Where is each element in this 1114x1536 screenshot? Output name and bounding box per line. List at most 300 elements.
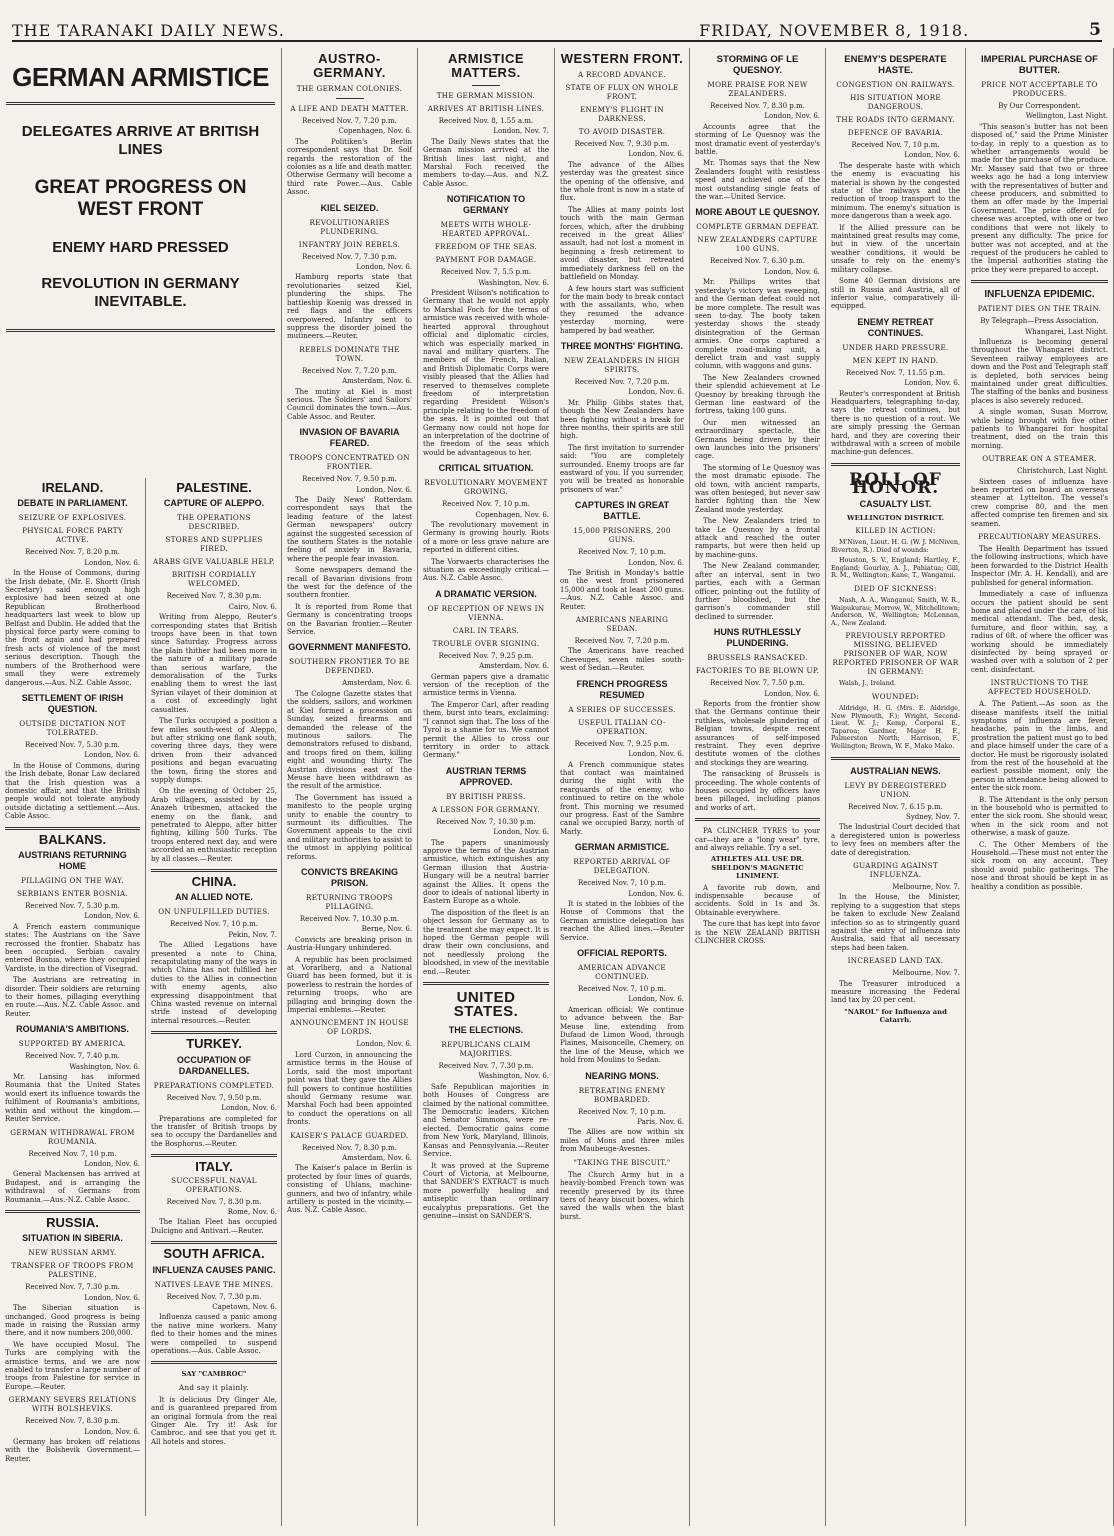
subhead: DIED OF SICKNESS: bbox=[854, 583, 937, 593]
subhead: CONGESTION ON RAILWAYS. bbox=[836, 80, 955, 89]
column-heading: AUSTRO-GERMANY. bbox=[313, 51, 386, 80]
article-text: The Cologne Gazette states that the soldiers, sailors, and workmen at Kiel formed a procession on Sunday, seized firearms and demanded the release of the mutinous sailors. The demonstrators refused to disband, and troops fired on them, killing eight and wounding thirty. The Austrian divisions east of the Meuse have been withdrawn as the result of the armistice. bbox=[287, 689, 412, 791]
subhead: AMERICAN ADVANCE CONTINUED. bbox=[578, 963, 666, 981]
article-text: General Mackensen has arrived at Budapest, and is arranging the withdrawal of Germans from Roumania.—Aus.-N.Z. Cable Assoc. bbox=[5, 1170, 140, 1204]
dateline: Received Nov. 7, 9.30 p.m. bbox=[574, 140, 670, 148]
article-text: Reports from the frontier show that the Germans continue their ruthless, wholesale plundering of Belgian towns, despite recent assurances of self-imposed restraint. They even deprive destitute women of the clothes and stockings they are wearing. bbox=[695, 699, 820, 767]
subhead: WOUNDED: bbox=[871, 691, 920, 701]
article-text: The advance of the Allies yesterday was the greatest since the opening of the offensive, and the whole front is now in a state of flux. bbox=[560, 160, 684, 203]
dateline: Received Nov. 7, 11.55 p.m. bbox=[845, 368, 946, 377]
subhead: THREE MONTHS' FIGHTING. bbox=[560, 340, 684, 351]
article-text: We have occupied Mosul. The Turks are complying with the armistice terms, and we are now enabled to transfer a large number of troops from Palestine for service in Europe.—Reuter. bbox=[5, 1340, 140, 1391]
dateline: Pekin, Nov. 7. bbox=[228, 930, 277, 939]
subhead: NATIVES LEAVE THE MINES. bbox=[154, 1279, 274, 1289]
subhead: NEW ZEALANDERS CAPTURE 100 GUNS. bbox=[697, 235, 818, 254]
subhead: REBELS DOMINATE THE TOWN. bbox=[299, 344, 400, 363]
subhead: INFANTRY JOIN REBELS. bbox=[298, 239, 401, 249]
subhead: THE GERMAN MISSION. bbox=[436, 91, 536, 100]
article-text: Reuter's correspondent at British Headquarters, telegraphing to-day, says the retreat continues, but there is no question of a rout. We are simply pressing the German hard, and they are covering their withdrawal with a screen of mobile machine-gun defences. bbox=[831, 389, 960, 457]
subhead: AMERICANS NEARING SEDAN. bbox=[575, 615, 669, 634]
article-text: Germany has broken off relations with the Bolshevik Government.—Reuter. bbox=[5, 1438, 140, 1463]
article-text: Preparations are completed for the transfer of British troops by sea to occupy the Dardanelles and the Bosphorus.—Reuter. bbox=[151, 1114, 277, 1148]
dateline: Received Nov. 7, 5.30 p.m. bbox=[25, 740, 120, 749]
headline-delegates: DELEGATES ARRIVE AT BRITISH LINES bbox=[21, 123, 260, 158]
dateline: London, Nov. 6. bbox=[356, 263, 412, 272]
subhead: ENEMY RETREAT CONTINUES. bbox=[857, 316, 934, 338]
masthead bbox=[12, 6, 1102, 42]
article-text: The Government has issued a manifesto to the people urging unity to enable the country to surmount its difficulties. The Government appeals to the civil and military authorities to assist to the utmost in applying political reforms. bbox=[287, 793, 412, 861]
subhead: MEETS WITH WHOLE-HEARTED APPROVAL. bbox=[440, 220, 532, 239]
column-western-front bbox=[555, 48, 690, 1526]
subhead: TRANSFER OF TROOPS FROM PALESTINE. bbox=[11, 1261, 134, 1280]
subhead: CAPTURE OF ALEPPO. bbox=[163, 498, 265, 509]
advert-text: It was proved at the Supreme Court of Victoria, at Melbourne, that SANDER'S EXTRACT is much more powerfully healing and antiseptic than ordinary eucalyptus preparations. Get the genuine—insist on SANDER'S. bbox=[423, 1161, 549, 1220]
dateline: Received Nov. 7, 7.30 p.m. bbox=[166, 1292, 262, 1301]
advert-heading: SAY "CAMBROC" bbox=[181, 1370, 247, 1379]
dateline: Cairo, Nov. 6. bbox=[228, 602, 277, 611]
subhead: BRITISH CORDIALLY WELCOMED. bbox=[171, 570, 257, 589]
issue-date: FRIDAY, NOVEMBER 8, 1918. bbox=[699, 21, 970, 40]
dateline: Sydney, Nov. 7. bbox=[906, 812, 960, 821]
article-text: The Italian Fleet has occupied Dulcigno and Antivari.—Reuter. bbox=[151, 1218, 277, 1235]
dateline: Received Nov. 7, 10 p.m. bbox=[577, 1107, 667, 1116]
article-text: Immediately a case of influenza occurs the patient should be sent home and placed under the care of his medical attendant. The bed, desk, furniture, and floor within, say, a radius of 6ft. of where the officer was working should be immediately disinfected by being sprayed or washed over with a solution of 2 per cent. disinfectant. bbox=[971, 590, 1108, 674]
section-russia: RUSSIA. bbox=[46, 1214, 99, 1230]
byline: By Telegraph—Press Association. bbox=[980, 317, 1099, 326]
dateline: Melbourne, Nov. 7. bbox=[892, 969, 960, 978]
section-china: CHINA. bbox=[191, 874, 237, 889]
section-turkey: TURKEY. bbox=[186, 1036, 242, 1052]
dateline: London, Nov. 6. bbox=[84, 1427, 140, 1436]
subhead: PRECAUTIONARY MEASURES. bbox=[978, 532, 1101, 542]
article-text: The Emperor Carl, after reading them, burst into tears, exclaiming: "I cannot sign that. The loss of the Tyrol is a shame for us. We cannot permit the Allies to cross our territory in order to attack Germany." bbox=[423, 700, 549, 760]
roll-of-honor-heading: ROLL OF HONOR. bbox=[849, 469, 942, 499]
dateline: Received Nov. 7, 10.30 p.m. bbox=[436, 817, 536, 826]
dateline: London, Nov. 6. bbox=[764, 267, 820, 276]
article-text: Lord Curzon, in announcing the armistice terms in the House of Lords, said the most important point was that they gave the Allies full powers to continue hostilities should Germany resume war. Marshal Foch had been appointed to conduct the operations on all fronts. bbox=[287, 1050, 412, 1127]
article-text: The Siberian situation is unchanged. Good progress is being made in raising the Russian army there, and it now numbers 200,000. bbox=[5, 1304, 140, 1338]
dateline: Received Nov. 7, 9.50 p.m. bbox=[302, 475, 397, 484]
subhead: TROUBLE OVER SIGNING. bbox=[432, 638, 540, 648]
subhead: ANNOUNCEMENT IN HOUSE OF LORDS. bbox=[290, 1018, 409, 1037]
page-number: 5 bbox=[1089, 20, 1102, 40]
dateline: Received Nov. 7, 7.20 p.m. bbox=[574, 377, 670, 386]
subhead: WELLINGTON DISTRICT. bbox=[847, 513, 944, 522]
dateline: Washington, Nov. 6. bbox=[69, 1062, 140, 1071]
article-text: The mutiny at Kiel is most serious. The Soldiers' and Sailors' Council dominates the town.—Aus. Cable Assoc. and Reuter. bbox=[287, 387, 412, 421]
dateline: Berne, Nov. 6. bbox=[361, 925, 412, 934]
subhead: INCREASED LAND TAX. bbox=[847, 956, 944, 966]
subhead: REVOLUTIONARY MOVEMENT GROWING. bbox=[424, 478, 548, 497]
subhead: THE GERMAN COLONIES. bbox=[296, 84, 403, 93]
subhead: GOVERNMENT MANIFESTO. bbox=[288, 642, 411, 653]
article-text: The disposition of the fleet is an object lesson for Germany as to the treatment she may expect. It is hoped the German people will draw their own conclusions, and not needlessly prolong the bloodshed, in view of the inevitable end.—Reuter. bbox=[423, 908, 549, 976]
article-text: On the evening of October 25, Arab villagers, assisted by the Anazeh tribesmen, attacked the enemy on the flank, and penetrated to Aleppo, after bitter fighting, killing 500 Turks. The troops entered next day, and were accorded an enthusiastic reception by all classes.—Reuter. bbox=[151, 787, 277, 863]
subhead: PRICE NOT ACCEPTABLE TO PRODUCERS. bbox=[981, 80, 1098, 98]
advert-text: A favorite rub down, and indispensable because of accidents. Sold in 1s and 3s. Obtainable everywhere. bbox=[695, 883, 820, 917]
subhead: ON UNFULFILLED DUTIES. bbox=[158, 907, 270, 917]
column-heading: STORMING OF LE QUESNOY. bbox=[716, 54, 799, 76]
subhead: TROOPS CONCENTRATED ON FRONTIER. bbox=[289, 453, 410, 472]
subhead: OUTSIDE DICTATION NOT TOLERATED. bbox=[19, 718, 126, 737]
dateline: Received Nov. 7, 8.30 p.m. bbox=[25, 1417, 120, 1426]
column-imperial-butter bbox=[966, 48, 1114, 1526]
dateline: Received Nov. 7, 10 p.m. bbox=[169, 920, 259, 929]
subhead: CRITICAL SITUATION. bbox=[438, 463, 534, 474]
column-le-quesnoy bbox=[690, 48, 826, 1526]
dateline: Copenhagen, Nov. 6. bbox=[338, 127, 412, 136]
article-text: The Vorwaerts characterises the situation as exceedingly critical.—Aus. N.Z. Cable Assoc. bbox=[423, 557, 549, 583]
dateline: Received Nov. 7, 7.20 p.m. bbox=[574, 637, 670, 646]
article-text: The Health Department has issued the following instructions, which have been forwarded to the District Health Inspector (Mr. A. H. Kendall), and are published for general information. bbox=[971, 545, 1108, 587]
dateline: London, Nov. 6. bbox=[764, 689, 820, 698]
subhead: DEBATE IN PARLIAMENT. bbox=[17, 498, 128, 509]
subhead: OUTBREAK ON A STEAMER. bbox=[982, 454, 1097, 464]
subhead: ROUMANIA'S AMBITIONS. bbox=[16, 1024, 129, 1035]
subhead: COMPLETE GERMAN DEFEAT. bbox=[696, 222, 819, 232]
article-text: Mr. Lansing has informed Roumania that the United States would exert its influence towards the fulfilment of Roumania's ambitions, within and without the kingdom.—Reuter Service. bbox=[5, 1073, 140, 1124]
subhead: BRUSSELS RANSACKED. bbox=[707, 653, 808, 663]
article-text: Influenza is becoming general throughout the Whangarei district. Seventeen railway employees are down and the Post and Telegraph staff is depleted, both services being maintained under great difficulties. The staffing of the banks and business places is also severely reduced. bbox=[971, 337, 1108, 405]
article-text: Sixteen cases of influenza have been reported on board an overseas steamer at Lyttelton. The vessel's crew comprise 80, and the men affected comprise ten firemen and six seamen. bbox=[971, 477, 1108, 528]
article-text: The Daily News states that the German mission arrived at the British lines last night, and Marshal Foch received the members to-day.—Aus. and N.Z. Cable Assoc. bbox=[423, 137, 549, 188]
article-text: Hamburg reports state that revolutionaries seized Kiel, plundering the ships. The battleship Koenig was dressed in red flags and the officers overpowered. Infantry sent to suppress the disorder joined the mutineers.—Reuter. bbox=[287, 273, 412, 341]
subhead: SERBIANS ENTER BOSNIA. bbox=[16, 888, 129, 898]
section-united-states: UNITED STATES. bbox=[453, 989, 519, 1021]
column-austro-germany bbox=[282, 48, 418, 1526]
subhead: ARABS GIVE VALUABLE HELP. bbox=[153, 557, 275, 567]
article-text: C. The Other Members of the Household.—These must not enter the sick room on any account. They should avoid public gatherings. The nose and throat should be kept in as healthy a condition as possible. bbox=[971, 840, 1108, 891]
column-heading: WESTERN FRONT. bbox=[560, 51, 684, 66]
dateline: London, Nov. 6. bbox=[84, 751, 140, 760]
subhead: AUSTRIAN TERMS APPROVED. bbox=[445, 765, 527, 787]
advert-text: PA CLINCHER TYRES to your car—they are a "long wear" tyre, and always reliable. Try a set. bbox=[695, 827, 820, 853]
subhead: PILLAGING ON THE WAY. bbox=[21, 875, 124, 885]
article-text: A French eastern communique states: The Austrians on the Save recrossed the frontier. Shabatz has been occupied. Serbian cavalry entered Bosnia, where they occupied Vardiste, in the direction of Visegrad. bbox=[5, 922, 140, 973]
article-text: Influenza caused a panic among the native mine workers. Many fled to their homes and the mines were compelled to suspend operations.—Aus. Cable Assoc. bbox=[151, 1313, 277, 1355]
dateline: Received Nov. 7, 8.30 p.m. bbox=[166, 592, 262, 601]
casualty-list: Walsh, J., Ireland. bbox=[839, 679, 896, 688]
article-text: The desperate haste with which the enemy is evacuating his material is shown by the congested state of the railways and the reduction of troop transport to the minimum. The enemy's situation is more dangerous than a week ago. bbox=[831, 161, 960, 221]
dateline: Wellington, Last Night. bbox=[1025, 112, 1108, 121]
dateline: London, Nov. 6. bbox=[84, 1293, 140, 1302]
section-italy: ITALY. bbox=[195, 1159, 233, 1175]
subhead: INVASION OF BAVARIA FEARED. bbox=[299, 427, 400, 449]
dateline: Christchurch, Last Night. bbox=[1017, 467, 1108, 476]
dateline: Amsterdam, Nov. 6. bbox=[342, 377, 412, 386]
subhead: A LIFE AND DEATH MATTER. bbox=[290, 104, 409, 113]
article-text: The Industrial Court decided that a deregistered union is powerless to levy fees on members after the date of deregistration. bbox=[831, 823, 960, 857]
subhead: ARRIVES AT BRITISH LINES. bbox=[427, 104, 545, 113]
subhead: FREEDOM OF THE SEAS. bbox=[434, 242, 538, 252]
subhead: MORE ABOUT LE QUESNOY. bbox=[695, 207, 820, 218]
section-ireland: IRELAND. bbox=[41, 480, 104, 495]
dateline: Received Nov. 7, 6.30 p.m. bbox=[710, 257, 805, 266]
column-armistice-matters bbox=[418, 48, 555, 1526]
article-text: If the Allied pressure can be maintained great results may come, but in view of the uncertain weather conditions, it would be unsafe to rely on the enemy's military collapse. bbox=[831, 223, 960, 274]
subhead: RETURNING TROOPS PILLAGING. bbox=[306, 893, 393, 911]
article-text: Mr. Philip Gibbs states that, though the New Zealanders have been fighting without a break for three months, their spirits are still high. bbox=[560, 398, 684, 441]
subhead: LEVY BY DEREGISTERED UNION. bbox=[844, 780, 947, 799]
article-text: President Wilson's notification to Germany that he would not apply to Marshal Foch for the terms of armistice was received with whole-hearted approval throughout official and diplomatic circles, which was especially marked in naval and military quarters. The members of the French, Italian, and British Diplomatic Corps were visibly pleased that the Allies had reserved to themselves complete freedom of interpretation regarding President Wilson's principle relating to the freedom of the seas. It is pointed out that Germany now could not hope for an interpretation of the doctrine of the freedom of the seas which would be advantageous to her. bbox=[423, 289, 549, 457]
headline-progress: GREAT PROGRESS ON WEST FRONT bbox=[34, 177, 247, 220]
column-heading: ARMISTICE MATTERS. bbox=[448, 51, 524, 80]
dateline: London, Nov. 6. bbox=[628, 388, 684, 397]
subhead: PATIENT DIES ON THE TRAIN. bbox=[977, 304, 1102, 314]
subhead: PAYMENT FOR DAMAGE. bbox=[435, 255, 537, 265]
column-enemy-haste bbox=[826, 48, 966, 1526]
dateline: Received Nov. 7, 5.30 p.m. bbox=[25, 901, 120, 910]
subhead: A LESSON FOR GERMANY. bbox=[432, 804, 540, 814]
column-heading: ENEMY'S DESPERATE HASTE. bbox=[844, 54, 947, 76]
section-australian-news: AUSTRALIAN NEWS. bbox=[850, 765, 941, 776]
subhead: CONVICTS BREAKING PRISON. bbox=[300, 867, 398, 888]
article-text: The New Zealanders tried to take Le Quesnoy by a frontal attack and reached the outer ramparts, but were then held up by machine-guns. bbox=[695, 517, 820, 559]
article-text: Accounts agree that the storming of Le Quesnoy was the most dramatic event of yesterday's battle. bbox=[695, 122, 820, 157]
dateline: Amsterdam, Nov. 6. bbox=[342, 1153, 412, 1162]
dateline: Melbourne, Nov. 7. bbox=[892, 882, 960, 891]
article-text: Some 40 German divisions are still in Russia and Austria, all of inferior value, comparatively ill-equipped. bbox=[831, 277, 960, 311]
newspaper-title: THE TARANAKI DAILY NEWS. bbox=[12, 21, 285, 40]
dateline: Received Nov. 7, 7.30 p.m. bbox=[302, 252, 397, 261]
subhead: CASUALTY LIST. bbox=[859, 498, 932, 509]
article-text: German papers give a dramatic version of the reception of the armistice terms in Vienna. bbox=[423, 672, 549, 698]
dateline: Received Nov. 7, 9.50 p.m. bbox=[166, 1093, 262, 1102]
subhead: GERMANY SEVERS RELATIONS WITH BOLSHEVIKS. bbox=[8, 1395, 137, 1414]
dateline: Received Nov. 7, 8.30 p.m. bbox=[710, 102, 805, 110]
dateline: London, Nov. 6. bbox=[628, 750, 684, 759]
subhead: OCCUPATION OF DARDANELLES. bbox=[176, 1054, 252, 1076]
dateline: Received Nov. 7, 10 p.m. bbox=[28, 1149, 117, 1158]
dateline: London, Nov. 6. bbox=[493, 828, 549, 837]
subcolumn-left bbox=[0, 478, 146, 1516]
dateline: London, Nov. 7. bbox=[493, 127, 549, 136]
dateline: Received Nov. 7, 7.50 p.m. bbox=[710, 679, 805, 688]
article-text: Some newspapers demand the recall of Bavarian divisions from the west for the defence of the southern frontier. bbox=[287, 566, 412, 600]
dateline: Received Nov. 7, 7.20 p.m. bbox=[302, 366, 397, 375]
article-text: Writing from Aleppo, Reuter's corresponding states that British troops have been in that town since Saturday. Progress across the plain thither had been more in the nature of a military parade than serious warfare, the demoralisation of the Turks enabling them to wrest the last Syrian vilayet of their dominion at a cost of exceedingly light casualties. bbox=[151, 613, 277, 714]
article-text: A French communique states that contact was maintained during the night with the rearguards of the enemy, who continued to retire on the whole front. This morning we resumed our progress. East of the Sambre canal we occupied Barzy, north of Marly. bbox=[560, 760, 684, 836]
dateline: Paris, Nov. 6. bbox=[637, 1118, 684, 1127]
subhead: DEFENCE OF BAVARIA. bbox=[847, 128, 944, 137]
article-text: The Allies at many points lost touch with the main German forces, which, after the drubbing received in the great Allies' assault, had not lost a moment in beginning a fresh retirement to avoid disaster, but retreated immediately darkness fell on the battlefield on Monday. bbox=[560, 205, 684, 282]
subhead: AN ALLIED NOTE. bbox=[175, 892, 253, 903]
article-text: A republic has been proclaimed at Vorarlberg, and a National Guard has been formed, but it is powerless to restrain the hordes of returning troops, who are pillaging and bringing down the Imperial emblems.—Reuter. bbox=[287, 955, 412, 1015]
subhead: GUARDING AGAINST INFLUENZA. bbox=[853, 860, 938, 879]
subhead: INFLUENZA CAUSES PANIC. bbox=[152, 1264, 276, 1275]
subhead: SUPPORTED BY AMERICA. bbox=[18, 1039, 127, 1049]
article-text: The first invitation to surrender said: "You are completely surrounded. Enemy troops are far eastward of you. If you surrender, you will be treated as honorable prisoners of war." bbox=[560, 443, 684, 494]
subhead: GERMAN WITHDRAWAL FROM ROUMANIA. bbox=[10, 1127, 135, 1146]
article-text: In the House of Commons, during the Irish debate, Bonar Law declared that the Irish question was a domestic affair, and that the British people would not tolerate anybody outside dictating a settlement.—Aus. Cable Assoc. bbox=[5, 761, 140, 821]
column-heading: IMPERIAL PURCHASE OF BUTTER. bbox=[980, 54, 1098, 76]
subhead: THE ELECTIONS. bbox=[448, 1025, 524, 1036]
dateline: Copenhagen, Nov. 6. bbox=[475, 510, 549, 519]
subhead: REPORTED ARRIVAL OF DELEGATION. bbox=[573, 857, 671, 876]
subhead: OF RECEPTION OF NEWS IN VIENNA. bbox=[427, 603, 545, 622]
subhead: NEW RUSSIAN ARMY. bbox=[28, 1248, 117, 1258]
headline-enemy: ENEMY HARD PRESSED bbox=[52, 239, 229, 256]
dateline: London, Nov. 6. bbox=[221, 1104, 277, 1113]
subhead: 15,000 PRISONERS, 200 GUNS. bbox=[573, 526, 671, 545]
subhead: A SERIES OF SUCCESSES. bbox=[568, 704, 676, 714]
article-text: The papers unanimously approve the terms of the Austrian armistice, which extinguishes any German illusion that Austria-Hungary will be a neutral barrier against the Allies. It opens the door to ideals of national liberty in Eastern Europe as a whole. bbox=[423, 838, 549, 906]
dateline: Received Nov. 8, 1.55 a.m. bbox=[438, 117, 534, 125]
casualty-list: Nash, A. A., Wanganui; Smith, W. R., Waipukurau; Morrow, W., Mitchelltown; Anderson, W., Wellington; McLennan, A., New Zealand. bbox=[831, 595, 960, 627]
casualty-list: Aldridge, H. G. (Mrs. E. Aldridge, New Plymouth, F.); Wright, Second-Lieut. W. J.; Kemp, Corporal E., Taparoa; Gardner, Major H. F., Palmerston North; Harrison, F., Wellington; Brown, W. F., Mako Mako. bbox=[831, 703, 960, 750]
dateline: Amsterdam, Nov. 6. bbox=[342, 679, 412, 688]
article-text: The revolutionary movement in Germany is growing hourly. Riots of a more or less grave nature are reported in different cities. bbox=[423, 521, 549, 555]
subhead: CAPTURES IN GREAT BATTLE. bbox=[574, 500, 670, 522]
subhead: STATE OF FLUX ON WHOLE FRONT. bbox=[565, 83, 679, 101]
dateline: London, Nov. 6. bbox=[356, 485, 412, 494]
subcolumn-right bbox=[146, 478, 282, 1516]
dateline: London, Nov. 6. bbox=[628, 995, 684, 1004]
article-text: Convicts are breaking prison in Austria-Hungary unhindered. bbox=[287, 935, 412, 953]
subhead: NEARING MONS. bbox=[585, 1070, 659, 1081]
dateline: London, Nov. 6. bbox=[356, 1040, 412, 1049]
dateline: Received Nov. 7, 10 p.m. bbox=[577, 985, 667, 993]
subhead: SUCCESSFUL NAVAL OPERATIONS. bbox=[171, 1175, 257, 1194]
subhead: NOTIFICATION TO GERMANY bbox=[446, 194, 526, 216]
dateline: Washington, Nov. 6. bbox=[478, 1072, 549, 1081]
subhead: KILLED IN ACTION: bbox=[855, 526, 936, 535]
dateline: Amsterdam, Nov. 6. bbox=[479, 662, 549, 671]
article-text: It is stated in the lobbies of the House of Commons that the German armistice delegation has reached the Allied lines.—Reuter Service. bbox=[560, 899, 684, 942]
article-text: "This season's butter has not been disposed of," said the Prime Minister to-day, in reply to a question as to whether arrangements would be made for the purchase of the produce. Mr. Massey said that two or three weeks ago he had a long interview with the representatives of butter and cheese producers, and submitted to them an offer made by the Imperial Government. The price offered for cheese was accepted, with one or two conditions that were not likely to present any difficulty. The price for butter was not accepted, and at the request of the producers he cabled to the Imperial authorities stating the price they were prepared to accept. bbox=[971, 122, 1108, 274]
article-text: The Politiken's Berlin correspondent says that Dr. Solf regards the restoration of the colonies as a life and death matter. Otherwise Germany will become a third rate Power.—Aus. Cable Assoc. bbox=[287, 137, 412, 197]
dateline: London, Nov. 6. bbox=[628, 150, 684, 159]
subhead: THE OPERATIONS DESCRIBED. bbox=[177, 513, 251, 532]
subhead: USEFUL ITALIAN CO-OPERATION. bbox=[578, 717, 666, 736]
dateline: Whangarei, Last Night. bbox=[1024, 327, 1108, 336]
article-text: The Americans have reached Cheveuges, seven miles south-west of Sedan.—Reuter. bbox=[560, 647, 684, 673]
casualty-list: M'Niven, Lieut. H. G. (W. J. McNiven, Riverton, R.). Died of wounds: bbox=[831, 538, 960, 554]
subhead: AUSTRIANS RETURNING HOME bbox=[18, 849, 127, 871]
dateline: Capetown, Nov. 6. bbox=[212, 1302, 277, 1311]
advert-text: "NAROL" for Influenza and Catarrh. bbox=[844, 1007, 947, 1025]
dateline: London, Nov. 6. bbox=[84, 912, 140, 921]
article-text: In the House, the Minister, replying to a suggestion that steps be taken to exclude New Zealand infection so as to stringently guard against the entry of influenza into Australia, said that all necessary steps had been taken. bbox=[831, 893, 960, 952]
article-text: The Kaiser's palace in Berlin is protected by four lines of guards, consisting of Uhlans, machine-gunners, and two of infantry, while artillery is posted in the vicinity.—Aus. N.Z. Cable Assoc. bbox=[287, 1164, 412, 1215]
article-text: The British in Monday's battle on the west front prisonered 15,000 and took at least 200 guns.—Aus. N.Z. Cable Assoc. and Reuter. bbox=[560, 569, 684, 611]
dateline: London, Nov. 6. bbox=[628, 889, 684, 898]
article-text: The Church Army hut in a heavily-bombed French town was recently preserved by its three tiers of heavy biscuit boxes, which saved the walls when the blast burst. bbox=[560, 1170, 684, 1221]
section-influenza: INFLUENZA EPIDEMIC. bbox=[984, 289, 1095, 301]
article-text: The Austrians are retreating in disorder. Their soldiers are returning to their homes, pillaging everything en route.—Aus. N.Z. Cable Assoc. and Reuter. bbox=[5, 976, 140, 1018]
subhead: GERMAN ARMISTICE. bbox=[574, 842, 670, 853]
dateline: Received Nov. 7, 10 p.m. bbox=[577, 879, 667, 888]
article-text: The ransacking of Brussels is proceeding. The whole contents of houses occupied by officers have been pillaged, including pianos and works of art. bbox=[695, 770, 820, 812]
dateline: Received Nov. 7, 8.20 p.m. bbox=[25, 548, 120, 557]
dateline: London, Nov. 6. bbox=[84, 1159, 140, 1168]
banner-headline: GERMAN ARMISTICE bbox=[12, 62, 269, 92]
subhead: OFFICIAL REPORTS. bbox=[577, 948, 667, 958]
article-text: The Allies are now within six miles of Mons and three miles from Maubeuge-Avesnes. bbox=[560, 1128, 684, 1154]
subhead: FACTORIES TO BE BLOWN UP. bbox=[695, 666, 820, 676]
section-balkans: BALKANS. bbox=[38, 831, 107, 847]
article-text: The storming of Le Quesnoy was the most dramatic episode. The old town, with ancient ramparts, was often besieged, but never saw harder fighting than the New Zealand mode yesterday. bbox=[695, 463, 820, 514]
article-text: The Daily News' Rotterdam correspondent says that the leading feature of the latest German newspapers' outcry against the suggested secession of the southern States is the notable feeling of anxiety in Bavaria, where the people fear invasion. bbox=[287, 495, 412, 563]
subhead: SETTLEMENT OF IRISH QUESTION. bbox=[21, 692, 124, 714]
subhead: REVOLUTIONARIES PLUNDERING. bbox=[309, 217, 390, 236]
subhead: KIEL SEIZED. bbox=[320, 202, 379, 213]
article-text: B. The Attendant is the only person in the household who is permitted to enter the sick room. She should wear, when in the sick room and not otherwise, a mask of gauze. bbox=[971, 795, 1108, 838]
subhead: MEN KEPT IN HAND. bbox=[852, 355, 939, 365]
article-text: Mr. Phillips writes that yesterday's victory was sweeping, and the German defeat could not be more complete. The result was seen to-day. The booty taken yesterday shows the steady disintegration of the German armies. One corps captured a complete road-making unit, a derelict train and vast supply column, with waggons and guns. bbox=[695, 278, 820, 371]
subhead: TO AVOID DISASTER. bbox=[578, 127, 666, 136]
dateline: London, Nov. 6. bbox=[764, 112, 820, 121]
dateline: Received Nov. 7, 7.30 p.m. bbox=[25, 1283, 120, 1292]
dateline: London, Nov. 6. bbox=[904, 151, 960, 160]
subhead: SITUATION IN SIBERIA. bbox=[22, 1233, 123, 1244]
article-text: The Treasurer introduced a measure increasing the Federal land tax by 20 per cent. bbox=[831, 979, 960, 1005]
subhead: PREPARATIONS COMPLETED. bbox=[153, 1080, 275, 1090]
article-text: In the House of Commons, during the Irish debate, (Mr. E. Shortt (Irish Secretary) said enough high explosive had been seized at one Republican Brotherhood headquarters last week to blow up Belfast and Dublin. He added that the physical force party were coming to the front again and had prepared fresh acts of violence of the most serious description. Though the numbers of the Brotherhood were small they were extremely dangerous.—Aus. N.Z. Cable Assoc. bbox=[5, 569, 140, 687]
subhead: ENEMY'S FLIGHT IN DARKNESS. bbox=[580, 105, 664, 123]
dateline: Received Nov. 7, 6.15 p.m. bbox=[848, 802, 943, 811]
article-text: A single woman, Susan Morrow, while being brought with five other patients to Whangarei for hospital treatment, died on the train this morning. bbox=[971, 408, 1108, 450]
dateline: Rome, Nov. 6. bbox=[227, 1207, 277, 1216]
section-palestine: PALESTINE. bbox=[176, 480, 252, 495]
dateline: Received Nov. 7, 7.30 p.m. bbox=[438, 1062, 534, 1071]
article-text: The New Zealand commander, after an interval, sent in two parties, each with a German officer, pointing out the futility of further bloodshed, but the garrison's commander still declined to surrender. bbox=[695, 562, 820, 621]
article-text: It is reported from Rome that Germany is concentrating troops on the Bavarian frontier.—Reuter Service. bbox=[287, 602, 412, 637]
dateline: Received Nov. 7, 10 p.m. bbox=[577, 548, 667, 557]
article-text: Mr. Thomas says that the New Zealanders fought with resistless speed and achieved one of the most outstanding single feats of the war.—United Service. bbox=[695, 159, 820, 202]
subhead: INSTRUCTIONS TO THE AFFECTED HOUSEHOLD. bbox=[988, 678, 1091, 697]
subhead: MORE PRAISE FOR NEW ZEALANDERS. bbox=[707, 80, 808, 98]
dateline: Received Nov. 7, 10.30 p.m. bbox=[299, 915, 400, 923]
subhead: A RECORD ADVANCE. bbox=[577, 70, 667, 79]
article-text: Our men witnessed an extraordinary spectacle, the Germans being driven by their own launches into the prisoners' cage. bbox=[695, 418, 820, 461]
dateline: Received Nov. 7, 7.40 p.m. bbox=[25, 1052, 120, 1061]
advert-subhead: And say it plainly. bbox=[179, 1382, 249, 1392]
dateline: London, Nov. 6. bbox=[84, 558, 140, 567]
dateline: London, Nov. 6. bbox=[628, 558, 684, 567]
dateline: Washington, Nov. 6. bbox=[478, 278, 549, 287]
subhead: "TAKING THE BISCUIT." bbox=[573, 1157, 671, 1167]
article-text: A. The Patient.—As soon as the disease manifests itself the initial symptoms of influenza are fever, headache, pain in the limbs, and prostration the patient must go to bed and place himself under the care of a doctor. He must be rigorously isolated from the rest of the household at the earliest possible moment, only the person in attendance being allowed to enter the sick room. bbox=[971, 700, 1108, 793]
advert-text: It is delicious Dry Ginger Ale, and is guaranteed prepared from an original formula from the real Ginger Ale. Try it! Ask for Cambroc, and see that you get it. All hotels and stores. bbox=[151, 1395, 277, 1446]
subhead: HUNS RUTHLESSLY PLUNDERING. bbox=[713, 627, 802, 649]
subhead: STORES AND SUPPLIES FIRED. bbox=[165, 535, 263, 554]
advert-heading: ATHLETES ALL USE DR. SHELDON'S MAGNETIC LINIMENT. bbox=[710, 855, 805, 881]
advert-text: The cure that has kept into favor is the NEW ZEALAND BRITISH CLINCHER CROSS. bbox=[695, 920, 820, 946]
dateline: Received Nov. 7, 9.25 p.m. bbox=[574, 739, 670, 748]
column-german-armistice bbox=[0, 48, 282, 1526]
section-south-africa: SOUTH AFRICA. bbox=[163, 1246, 265, 1262]
article-text: Safe Republican majorities in both Houses of Congress are claimed by the national committee. The Democratic leaders, Kitchen and Senator Simmons, were re-elected. Democratic gains come from New York, Maryland, Illinois, Kansas and Pennsylvania.—Reuter Service. bbox=[423, 1082, 549, 1159]
subhead: BY BRITISH PRESS. bbox=[446, 791, 526, 801]
subhead: PREVIOUSLY REPORTED MISSING, BELIEVED PRISONER OF WAR, NOW REPORTED PRISONER OF WAR IN GERMANY: bbox=[832, 631, 959, 677]
headline-revolution: REVOLUTION IN GERMANY INEVITABLE. bbox=[41, 275, 240, 310]
subhead: THE ROADS INTO GERMANY. bbox=[836, 115, 955, 124]
dateline: Received Nov. 7, 9.25 p.m. bbox=[438, 651, 534, 660]
dateline: Received Nov. 7, 7.20 p.m. bbox=[302, 117, 397, 125]
dateline: Received Nov. 7, 10 p.m. bbox=[851, 141, 940, 149]
subhead: UNDER HARD PRESSURE. bbox=[842, 342, 949, 352]
subhead: PHYSICAL FORCE PARTY ACTIVE. bbox=[22, 526, 123, 545]
subhead: KAISER'S PALACE GUARDED. bbox=[290, 1130, 409, 1140]
subhead: A DRAMATIC VERSION. bbox=[435, 588, 537, 599]
dateline: Received Nov. 7, 8.30 p.m. bbox=[166, 1197, 262, 1206]
dateline: London, Nov. 6. bbox=[904, 379, 960, 388]
dateline: Received Nov. 7, 5.5 p.m. bbox=[440, 268, 532, 277]
subhead: HIS SITUATION MORE DANGEROUS. bbox=[850, 93, 941, 111]
subhead: REPUBLICANS CLAIM MAJORITIES. bbox=[441, 1040, 531, 1059]
dateline: Received Nov. 7, 8.30 p.m. bbox=[302, 1143, 397, 1152]
